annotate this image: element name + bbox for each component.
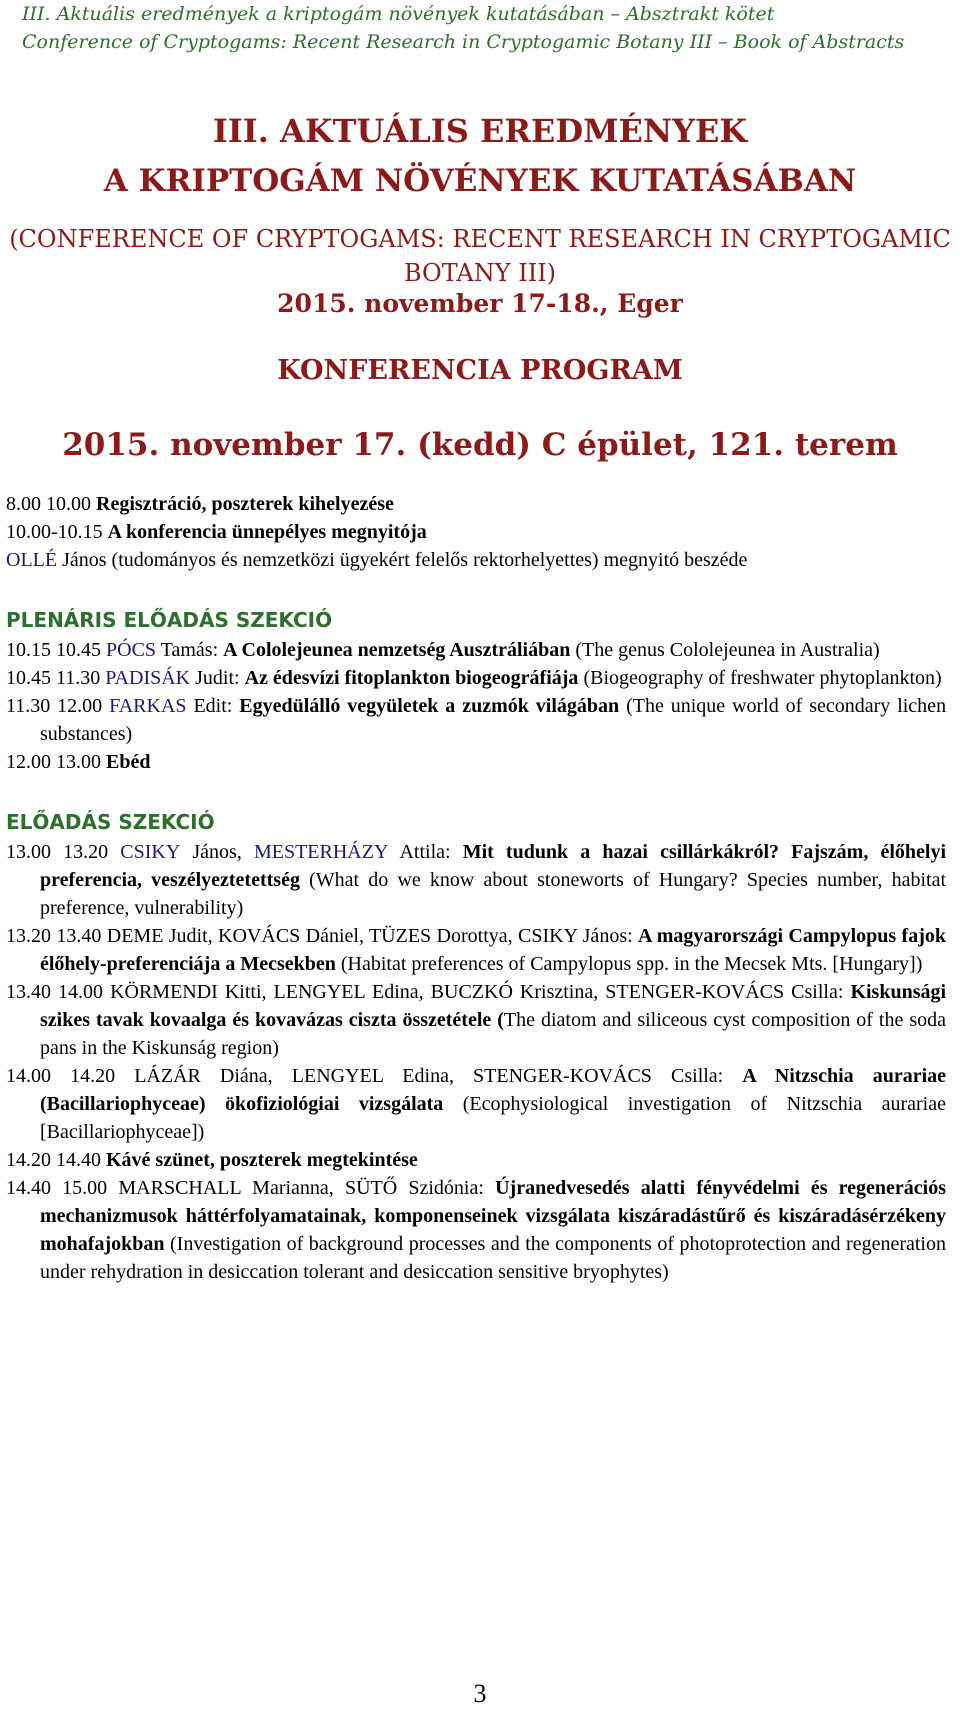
time-slot: 10.45 11.30 [6,667,101,689]
author-name: CSIKY [120,841,181,863]
time-slot: 14.20 14.40 [6,1149,101,1171]
item-title: Ebéd [106,751,151,773]
author-list: DEME Judit, KOVÁCS Dániel, TÜZES Dorottya, CSIKY János: [106,925,633,947]
item-title: A konferencia ünnepélyes megnyitója [107,521,427,543]
running-header [22,0,942,56]
item-description: János (tudományos és nemzetközi ügyekért felelős rektorhelyettes) megnyitó beszéde [62,549,748,571]
author-given: Attila: [399,841,451,863]
author-name: PADISÁK [105,667,191,689]
program-item [6,978,946,1062]
program-item [6,518,946,546]
time-slot: 13.40 14.00 [6,981,104,1003]
section-heading-plenary: PLENÁRIS ELŐADÁS SZEKCIÓ [6,608,333,632]
time-slot: 13.20 13.40 [6,925,102,947]
program-item [6,664,946,692]
day-heading: 2015. november 17. (kedd) C épület, 121. terem [62,427,898,463]
header-line-hungarian: III. Aktuális eredmények a kriptogám növények kutatásában – Absztrakt kötet [22,3,775,25]
item-translation: (Investigation of background processes and the components of photoprotection and regeneration under rehydration in desiccation tolerant and desiccation sensitive bryophytes) [40,1233,946,1283]
program-item [6,1174,946,1286]
program-item [6,546,946,574]
author-list: KÖRMENDI Kitti, LENGYEL Edina, BUCZKÓ Krisztina, STENGER-KOVÁCS Csilla: [110,981,844,1003]
author-given: Judit: [195,667,240,689]
program-item [6,922,946,978]
section-heading-talks: ELŐADÁS SZEKCIÓ [6,810,215,834]
item-title: Egyedülálló vegyületek a zuzmók világában [239,695,620,717]
author-list: MARSCHALL Marianna, SÜTŐ Szidónia: [118,1177,484,1199]
item-title: A magyarországi Campylopus fajok élőhely-preferenciája a Mecsekben [40,925,947,975]
program-list [6,490,946,1286]
item-title: Az édesvízi fitoplankton biogeográfiája [244,667,579,689]
program-item [6,838,946,922]
conference-dates: 2015. november 17-18., Eger [277,289,683,318]
item-translation: (The unique world of secondary lichen substances) [40,695,947,745]
item-title: Újranedvesedés alatti fényvédelmi és regenerációs mechanizmusok háttérfolyamatainak, komponenseinek vizsgálata kiszáradástűrő és kiszáradásérzékeny mohafajokban [40,1177,947,1255]
time-slot: 12.00 13.00 [6,751,101,773]
item-translation: (What do we know about stoneworts of Hungary? Species number, habitat preference, vulnerability) [40,869,946,919]
author-name: FARKAS [109,695,187,717]
item-translation: (The genus Cololejeunea in Australia) [575,639,880,661]
program-heading: KONFERENCIA PROGRAM [277,355,683,386]
author-given: Edit: [193,695,233,717]
title-english: (CONFERENCE OF CRYPTOGAMS: RECENT RESEARCH IN CRYPTOGAMIC BOTANY III) [9,225,951,287]
time-slot: 14.00 14.20 [6,1065,116,1087]
author-name: PÓCS [106,639,157,661]
item-title: A Nitzschia aurariae (Bacillariophyceae) ökofiziológiai vizsgálata [40,1065,947,1115]
program-item [6,1146,946,1174]
program-item [6,692,946,748]
item-translation: (Habitat preferences of Campylopus spp. in the Mecsek Mts. [Hungary]) [340,953,923,975]
page-number: 3 [473,1679,487,1708]
time-slot: 10.00-10.15 [6,521,103,543]
program-item [6,636,946,664]
program-item [6,1062,946,1146]
item-title: Regisztráció, poszterek kihelyezése [96,493,394,515]
title-line-2: A KRIPTOGÁM NÖVÉNYEK KUTATÁSÁBAN [103,163,857,199]
time-slot: 14.40 15.00 [6,1177,108,1199]
program-item [6,490,946,518]
item-translation: (Biogeography of freshwater phytoplankton) [583,667,942,689]
item-title: Kiskunsági szikes tavak kovaalga és kovavázas ciszta összetétele ( [40,981,947,1031]
time-slot: 8.00 10.00 [6,493,91,515]
program-item [6,748,946,776]
author-given: János, [192,841,242,863]
item-translation: (Ecophysiological investigation of Nitzschia aurariae [Bacillariophyceae]) [40,1093,946,1143]
item-title: Kávé szünet, poszterek megtekintése [106,1149,418,1171]
item-title: A Cololejeunea nemzetség Ausztráliában [223,639,571,661]
author-name: OLLÉ [6,549,58,571]
author-given: Tamás: [160,639,219,661]
author-name: MESTERHÁZY [253,841,389,863]
title-line-1: III. AKTUÁLIS EREDMÉNYEK [212,112,748,150]
time-slot: 13.00 13.20 [6,841,109,863]
item-translation: The diatom and siliceous cyst composition of the soda pans in the Kiskunság region) [40,1009,946,1059]
item-title: Mit tudunk a hazai csillárkákról? Fajszám, élőhelyi preferencia, veszélyeztetettség [40,841,946,891]
time-slot: 10.15 10.45 [6,639,101,661]
header-line-english: Conference of Cryptogams: Recent Research in Cryptogamic Botany III – Book of Abstracts [22,31,905,53]
time-slot: 11.30 12.00 [6,695,103,717]
author-list: LÁZÁR Diána, LENGYEL Edina, STENGER-KOVÁCS Csilla: [134,1065,724,1087]
